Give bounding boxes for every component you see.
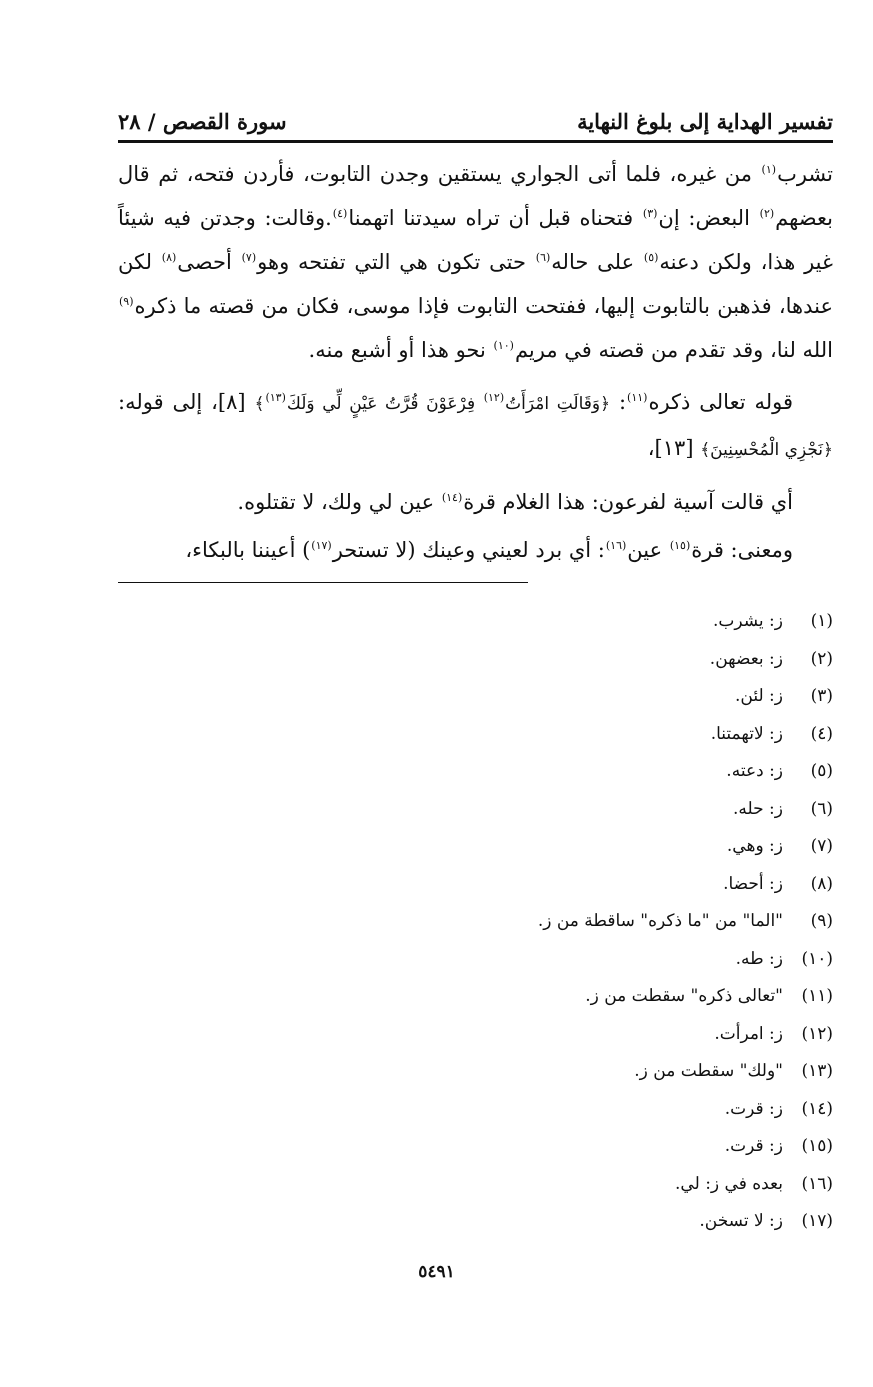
sura-reference: سورة القصص / ٢٨ xyxy=(118,109,287,134)
text-segment: .وقالت: وجدتن فيه شيئاً غير هذا، ولكن دعنه xyxy=(118,206,833,274)
text-segment: : xyxy=(610,390,627,414)
footnote-text: ز: حله. xyxy=(733,798,783,819)
footnote-text: "الما" من "ما ذكره" ساقطة من ز. xyxy=(537,911,783,931)
text-segment: تشرب xyxy=(777,162,833,186)
footnote-number: (١٧) xyxy=(801,1211,833,1231)
footnote-item xyxy=(300,903,833,941)
footnote-item xyxy=(300,941,833,979)
text-segment: الله لنا، وقد تقدم من قصته في مريم xyxy=(514,338,833,362)
footnote-text: "ولك" سقطت من ز. xyxy=(634,1061,783,1081)
text-segment: لكن عندها، فذهبن بالتابوت إليها، ففتحت التابوت فإذا موسى، فكان من قصته ما ذكره xyxy=(118,250,833,318)
text-segment: عين لي ولك، لا تقتلوه. xyxy=(237,490,441,514)
footnote-text: ز: قرت. xyxy=(724,1136,783,1156)
footnote-text: "تعالى ذكره" سقطت من ز. xyxy=(585,986,783,1006)
text-segment: حتى تكون هي التي تفتحه وهو xyxy=(257,250,535,274)
footnote-number: (٨) xyxy=(810,873,833,894)
paragraph xyxy=(118,480,833,524)
footnote-text: ز: لا تسخن. xyxy=(699,1211,783,1231)
footnote-number: (٣) xyxy=(810,686,833,706)
paragraph xyxy=(118,528,833,572)
running-header xyxy=(118,98,833,134)
footnote-item xyxy=(300,1166,833,1204)
text-segment: أحصى xyxy=(177,250,241,274)
footnote-number: (٥) xyxy=(810,761,833,781)
footnote-marker: (٥) xyxy=(643,251,659,264)
footnote-text: ز: امرأت. xyxy=(714,1023,783,1044)
footnote-item xyxy=(300,641,833,679)
footnote-marker: (١٧) xyxy=(311,539,332,552)
footnote-marker: (٧) xyxy=(241,251,257,264)
footnote-text: بعده في ز: لي. xyxy=(675,1173,783,1194)
footnote-number: (١٦) xyxy=(801,1173,833,1194)
footnote-number: (١١) xyxy=(801,986,833,1006)
page-number: ٥٤٩١ xyxy=(418,1262,455,1282)
footnote-item xyxy=(300,603,833,641)
footnote-text: ز: قرت. xyxy=(724,1098,783,1119)
footnotes-list xyxy=(300,603,833,1241)
footnote-item xyxy=(300,828,833,866)
footnote-text: ز: لئن. xyxy=(735,686,783,706)
footnote-marker: (٨) xyxy=(161,251,177,264)
footnote-marker: (٩) xyxy=(119,295,134,308)
footnote-number: (٧) xyxy=(810,836,833,856)
footnote-number: (١٣) xyxy=(801,1061,833,1081)
text-segment: من غيره، فلما أتى الجواري يستقين وجدن التابوت، فأردن فتحه، ثم قال بعضهم xyxy=(118,162,833,230)
footnote-marker: (١١) xyxy=(627,391,648,404)
footnote-number: (٤) xyxy=(810,723,833,744)
footnote-number: (٩) xyxy=(810,911,833,931)
footnote-item xyxy=(300,866,833,904)
footnote-marker: (٣) xyxy=(642,207,658,220)
text-segment: [٨]، إلى قوله: xyxy=(118,390,255,414)
text-segment: على حاله xyxy=(551,250,643,274)
footnote-item xyxy=(300,1128,833,1166)
footnote-marker: (١٣) xyxy=(265,391,286,404)
footnote-item xyxy=(300,716,833,754)
text-segment: ) أعيننا بالبكاء، xyxy=(185,538,311,562)
footnote-number: (١٤) xyxy=(801,1098,833,1119)
footnote-marker: (١) xyxy=(761,163,777,176)
footnote-text: ز: يشرب. xyxy=(712,611,783,631)
footnote-text: ز: لاتهمتنا. xyxy=(710,723,783,744)
footnote-item xyxy=(300,678,833,716)
footnote-marker: (١٦) xyxy=(605,539,627,552)
quran-verse: ﴿وَقَالَتِ امْرَأَتُ xyxy=(505,394,611,414)
main-text xyxy=(118,152,833,572)
footnote-item xyxy=(300,1091,833,1129)
header-rule xyxy=(118,140,833,143)
footnote-marker: (٢) xyxy=(759,207,775,220)
footnote-marker: (١٠) xyxy=(493,339,514,352)
paragraph xyxy=(118,380,833,472)
footnote-marker: (١٤) xyxy=(441,491,463,504)
footnote-number: (١) xyxy=(810,611,833,631)
footnote-item xyxy=(300,753,833,791)
footnote-text: ز: طه. xyxy=(735,948,783,969)
text-segment: فتحناه قبل أن تراه سيدتنا اتهمنا xyxy=(348,206,642,230)
footnote-item xyxy=(300,1016,833,1054)
quran-verse: ﴾ xyxy=(254,394,265,414)
text-segment: البعض: إن xyxy=(658,206,759,230)
footnote-marker: (١٢) xyxy=(483,391,505,404)
footnote-item xyxy=(300,1203,833,1241)
footnote-text: ز: أحضا. xyxy=(723,873,783,894)
paragraph xyxy=(118,152,833,372)
footnote-item xyxy=(300,1053,833,1091)
text-segment: عين xyxy=(627,538,669,562)
footnote-item xyxy=(300,978,833,1016)
footnote-item xyxy=(300,791,833,829)
text-segment: أي قالت آسية لفرعون: هذا الغلام قرة xyxy=(463,490,793,514)
footnote-number: (١٥) xyxy=(801,1136,833,1156)
quran-verse: ﴿نَجْزِي الْمُحْسِنِينَ﴾ xyxy=(700,440,833,460)
footnote-text: ز: دعته. xyxy=(726,761,783,781)
footnote-number: (١٠) xyxy=(801,948,833,969)
footnote-separator xyxy=(118,582,528,583)
footnote-number: (٢) xyxy=(810,648,833,669)
footnote-number: (٦) xyxy=(810,798,833,819)
footnote-number: (١٢) xyxy=(801,1023,833,1044)
footnote-marker: (٤) xyxy=(332,207,348,220)
text-segment: نحو هذا أو أشبع منه. xyxy=(308,338,493,362)
footnote-marker: (١٥) xyxy=(669,539,691,552)
text-segment: ومعنى: قرة xyxy=(691,538,793,562)
footnote-text: ز: بعضهن. xyxy=(709,648,783,669)
text-segment: [١٣]، xyxy=(647,436,701,460)
quran-verse: فِرْعَوْنَ قُرَّتُ عَيْنٍ لِّي وَلَكَ xyxy=(286,394,483,414)
text-segment: قوله تعالى ذكره xyxy=(648,390,793,414)
footnote-text: ز: وهي. xyxy=(726,836,783,856)
footnote-marker: (٦) xyxy=(535,251,551,264)
text-segment: : أي برد لعيني وعينك (لا تستحر xyxy=(332,538,605,562)
book-title: تفسير الهداية إلى بلوغ النهاية xyxy=(577,109,833,134)
